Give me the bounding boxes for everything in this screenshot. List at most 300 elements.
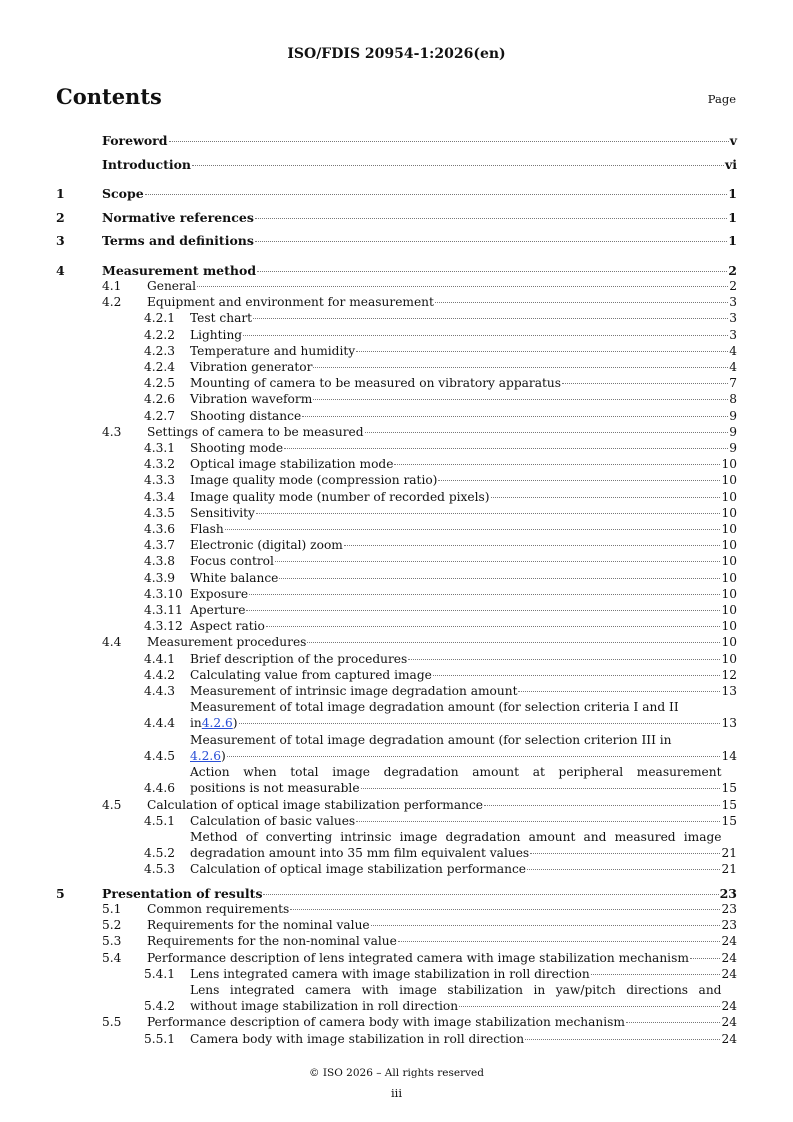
toc-entry-title[interactable]: [190, 489, 721, 505]
toc-entry-title[interactable]: [147, 634, 721, 650]
toc-entry-title-text: ): [221, 748, 226, 763]
toc-entry-number: 2: [56, 209, 65, 225]
toc-entry-title[interactable]: [190, 375, 729, 391]
toc-entry-page: 2: [728, 262, 737, 278]
toc-entry-number: 4.4.4: [144, 716, 176, 731]
toc-entry[interactable]: [56, 343, 737, 359]
toc-entry[interactable]: [56, 950, 737, 966]
toc-entry-title[interactable]: [190, 456, 721, 472]
dot-leader: [690, 958, 721, 959]
dot-leader: [459, 1006, 720, 1007]
toc-entry-number: 4.4.5: [144, 748, 176, 763]
toc-entry-title[interactable]: [102, 206, 728, 230]
footer-page-number: iii: [390, 1086, 403, 1100]
toc-entry[interactable]: [56, 521, 737, 537]
toc-entry[interactable]: [56, 586, 737, 602]
toc-entry-number: 4.3.4: [144, 489, 176, 504]
dot-leader: [197, 286, 728, 287]
toc-entry-page: 4: [729, 343, 737, 358]
dot-leader: [530, 853, 720, 854]
toc-entry-title[interactable]: [190, 570, 721, 586]
toc-entry[interactable]: [56, 229, 737, 253]
dot-leader: [626, 1022, 721, 1023]
toc-entry-title[interactable]: [190, 408, 729, 424]
toc-entry-title[interactable]: [190, 1031, 721, 1047]
toc-entry-page: 10: [721, 554, 737, 569]
toc-entry-page: 21: [721, 846, 737, 861]
toc-entry-title[interactable]: [147, 424, 729, 440]
toc-entry-title-text: Vibration waveform: [190, 392, 313, 407]
toc-entry-number: 4.4.6: [144, 781, 176, 796]
dot-leader: [313, 399, 728, 400]
toc-entry-title-line: [190, 780, 721, 796]
toc-entry-number: 5.2: [102, 918, 122, 933]
dot-leader: [239, 723, 721, 724]
toc-entry-number: 4.5.3: [144, 862, 176, 877]
toc-entry-title-text: Electronic (digital) zoom: [190, 538, 343, 553]
toc-entry-title-text: Introduction: [102, 156, 192, 172]
toc-entry-number: 1: [56, 186, 65, 201]
toc-entry-title[interactable]: [190, 699, 721, 731]
toc-entry-number: 5.5: [102, 1015, 122, 1030]
toc-entry-number: 4.3.2: [144, 457, 176, 472]
toc-entry-number: 5.5.1: [144, 1031, 176, 1046]
toc-entry-title-text: Terms and definitions: [102, 233, 254, 248]
toc-entry[interactable]: [56, 472, 737, 488]
toc-entry-number: 4.5: [102, 797, 122, 812]
toc-entry-number: 5.3: [102, 934, 122, 949]
toc-entry-number: 4.3.3: [144, 473, 176, 488]
toc-entry-title-text: ): [232, 716, 238, 731]
toc-entry[interactable]: [56, 278, 737, 294]
toc-entry[interactable]: [56, 602, 737, 618]
toc-entry-title[interactable]: [190, 764, 721, 796]
toc-entry-title[interactable]: [190, 327, 729, 343]
toc-entry-page: 10: [721, 619, 737, 634]
dot-leader: [227, 756, 721, 757]
toc-entry-title-text: Test chart: [190, 311, 253, 326]
toc-entry-number: 4.2.3: [144, 343, 176, 358]
toc-entry-number: 4.4.2: [144, 667, 176, 682]
toc-entry-title-text: Exposure: [190, 586, 249, 601]
toc-entry-title-text: Scope: [102, 186, 144, 201]
toc-entry-title[interactable]: [147, 917, 721, 933]
toc-entry-title-text: Shooting distance: [190, 408, 302, 423]
toc-entry-title-text: Performance description of camera body with image stabilization mechanism: [147, 1015, 625, 1030]
toc-entry-page: 4: [729, 360, 737, 375]
toc-entry-title-text: Calculation of optical image stabilization performance: [147, 797, 483, 812]
toc-entry-title[interactable]: [147, 294, 729, 310]
toc-entry-title-line: [190, 748, 721, 764]
toc-entry-page: 24: [721, 1031, 737, 1046]
toc-entry-number: 4.2.6: [144, 392, 176, 407]
toc-entry-page: 10: [721, 457, 737, 472]
toc-entry-number: 5.1: [102, 902, 122, 917]
toc-entry-title-text: Flash: [190, 522, 224, 537]
toc-entry[interactable]: [56, 391, 737, 407]
toc-entry-number: 4.4: [102, 635, 122, 650]
toc-entry-title-text: Performance description of lens integrated camera with image stabilization mechanism: [147, 950, 689, 965]
dot-leader: [255, 218, 727, 219]
toc-entry-title-line: [190, 845, 721, 861]
dot-leader: [356, 821, 720, 822]
toc-entry[interactable]: [56, 489, 737, 505]
toc-entry-title[interactable]: [190, 521, 721, 537]
toc-entry-number: 4.2.2: [144, 327, 176, 342]
dot-leader: [525, 1039, 720, 1040]
toc-entry-title-text: Measurement procedures: [147, 635, 307, 650]
toc-entry-title-line: Action when total image degradation amount at peripheral measurement: [190, 765, 722, 780]
toc-entry-page: 10: [721, 473, 737, 488]
toc-entry-number: 4.2.5: [144, 376, 176, 391]
toc-entry-title[interactable]: [190, 667, 721, 683]
toc-entry-title-text: General: [147, 279, 196, 293]
toc-entry[interactable]: [56, 634, 737, 650]
toc-entry[interactable]: [56, 456, 737, 472]
toc-entry[interactable]: [56, 732, 737, 764]
toc-entry-page: 15: [721, 797, 737, 812]
toc-entry-title-text: without image stabilization in roll direction: [190, 999, 459, 1014]
toc-entry-number: 4.3.8: [144, 554, 176, 569]
dot-leader: [408, 659, 720, 660]
toc-entry-title[interactable]: [190, 472, 721, 488]
toc-entry[interactable]: [56, 553, 737, 569]
toc-entry-page: 12: [721, 667, 737, 682]
toc-entry[interactable]: [56, 764, 737, 796]
toc-entry-page: 10: [721, 586, 737, 601]
dot-leader: [365, 432, 729, 433]
dot-leader: [394, 464, 720, 465]
toc-entry-page: 23: [719, 885, 737, 901]
toc-entry[interactable]: [56, 359, 737, 375]
toc-entry[interactable]: [56, 651, 737, 667]
toc-entry-title[interactable]: [102, 182, 728, 206]
dot-leader: [246, 610, 720, 611]
toc-entry-title[interactable]: [190, 683, 721, 699]
toc-entry-page: 24: [721, 950, 737, 965]
toc-entry-title-text: Brief description of the procedures: [190, 651, 408, 666]
toc-entry-page: 23: [721, 902, 737, 917]
toc-entry-page: 9: [729, 408, 737, 423]
toc-entry-number: 4.5.1: [144, 813, 176, 828]
dot-leader: [591, 974, 721, 975]
toc-entry-title[interactable]: [190, 586, 721, 602]
toc-entry-title[interactable]: [102, 153, 725, 177]
toc-entry-number: 5.4.2: [144, 999, 176, 1014]
toc-entry-title[interactable]: [147, 797, 721, 813]
toc-entry-title-text: Equipment and environment for measurement: [147, 295, 434, 310]
toc-entry-title[interactable]: [190, 602, 721, 618]
toc-entry-title-text: Presentation of results: [102, 885, 263, 901]
dot-leader: [527, 869, 720, 870]
toc-entry-title[interactable]: [190, 651, 721, 667]
dot-leader: [169, 141, 729, 142]
toc-entry[interactable]: [56, 424, 737, 440]
clause-link[interactable]: 4.2.6: [201, 716, 233, 731]
dot-leader: [438, 480, 720, 481]
toc-entry-title-text: Calculation of optical image stabilization performance: [190, 862, 526, 877]
dot-leader: [284, 448, 728, 449]
toc-entry-title[interactable]: [147, 278, 729, 294]
dot-leader: [313, 367, 728, 368]
toc-entry[interactable]: [56, 310, 737, 326]
toc-entry-number: 4.3.6: [144, 522, 176, 537]
toc-entry-title[interactable]: [102, 129, 730, 153]
toc-entry[interactable]: [56, 537, 737, 553]
toc-entry-title-text: Sensitivity: [190, 505, 255, 520]
dot-leader: [344, 545, 721, 546]
toc-entry-page: v: [729, 133, 737, 148]
toc-entry-number: 4.1: [102, 279, 122, 293]
clause-link[interactable]: 4.2.6: [190, 748, 222, 763]
toc-entry-page: 10: [721, 603, 737, 618]
toc-entry-title-text: Image quality mode (number of recorded pixels): [190, 489, 490, 504]
toc-entry-page: 9: [729, 441, 737, 456]
toc-entry[interactable]: [56, 917, 737, 933]
toc-entry-title-line: Lens integrated camera with image stabilization in yaw/pitch directions and: [190, 983, 722, 998]
toc-entry[interactable]: [56, 829, 737, 861]
toc-entry-number: 4.3.10: [144, 586, 183, 601]
toc-entry-title-text: Requirements for the nominal value: [147, 918, 370, 933]
dot-leader: [266, 626, 721, 627]
toc-entry[interactable]: [56, 182, 737, 206]
toc-entry[interactable]: [56, 129, 737, 153]
dot-leader: [361, 788, 721, 789]
toc-entry-title[interactable]: [190, 813, 721, 829]
toc-entry-title-text: Temperature and humidity: [190, 343, 356, 358]
toc-entry-title[interactable]: [147, 1014, 721, 1030]
toc-entry-title[interactable]: [190, 391, 729, 407]
toc-entry-title-text: degradation amount into 35 mm film equivalent values: [190, 846, 530, 861]
dot-leader: [356, 351, 728, 352]
toc-entry[interactable]: [56, 153, 737, 177]
toc-entry-page: 24: [721, 934, 737, 949]
dot-leader: [145, 194, 728, 195]
dot-leader: [263, 894, 718, 895]
toc-entry-page: 15: [721, 781, 737, 796]
toc-entry-page: 1: [728, 209, 737, 225]
dot-leader: [302, 416, 728, 417]
toc-entry-number: 4.3: [102, 424, 122, 439]
toc-entry[interactable]: [56, 797, 737, 813]
toc-entry-title-text: Lighting: [190, 327, 243, 342]
dot-leader: [253, 318, 728, 319]
toc-entry-title[interactable]: [190, 505, 721, 521]
toc-entry-title-text: Mounting of camera to be measured on vibratory apparatus: [190, 376, 562, 391]
toc-entry-number: 4: [56, 262, 65, 278]
toc-entry-number: 4.3.9: [144, 570, 176, 585]
toc-entry-page: 10: [721, 570, 737, 585]
toc-entry-page: 1: [728, 233, 737, 248]
page-title: Contents: [56, 84, 162, 109]
toc-entry-title-text: Lens integrated camera with image stabilization in roll direction: [190, 966, 590, 981]
toc-entry[interactable]: [56, 327, 737, 343]
toc-entry-number: 5.4.1: [144, 966, 176, 981]
toc-entry[interactable]: [56, 440, 737, 456]
toc-entry[interactable]: [56, 933, 737, 949]
toc-entry-title-text: Vibration generator: [190, 360, 313, 375]
toc-entry-title-text: Measurement method: [102, 262, 257, 278]
toc-entry-number: 4.2.7: [144, 408, 176, 423]
toc-entry-number: 4.2.1: [144, 311, 176, 326]
dot-leader: [257, 271, 727, 272]
dot-leader: [398, 941, 721, 942]
toc-entry-title-text: Shooting mode: [190, 441, 284, 456]
toc-entry-title-text: Aperture: [190, 603, 246, 618]
toc-entry-page: 1: [728, 186, 737, 201]
toc-entry-title-text: Optical image stabilization mode: [190, 457, 394, 472]
dot-leader: [562, 383, 728, 384]
dot-leader: [256, 513, 721, 514]
toc-entry[interactable]: [56, 966, 737, 982]
toc-entry-title-line: [190, 715, 721, 731]
dot-leader: [192, 165, 724, 166]
toc-entry[interactable]: [56, 813, 737, 829]
toc-entry-number: 4.3.1: [144, 441, 176, 456]
dot-leader: [518, 691, 720, 692]
toc-entry-title[interactable]: [190, 982, 721, 1014]
toc-entry-number: 5.4: [102, 950, 122, 965]
toc-entry-number: 4.2.4: [144, 360, 176, 375]
toc-entry-title[interactable]: [190, 359, 729, 375]
toc-entry-title-text: Common requirements: [147, 902, 290, 917]
toc-entry-title[interactable]: [147, 901, 721, 917]
page-column-label: Page: [707, 92, 736, 106]
toc-entry[interactable]: [56, 375, 737, 391]
toc-entry-number: 4.4.3: [144, 684, 176, 699]
toc-entry-number: 4.3.11: [144, 603, 183, 618]
toc-entry-title-text: Aspect ratio: [190, 619, 265, 634]
toc-entry-number: 4.5.2: [144, 846, 176, 861]
toc-entry-title[interactable]: [190, 966, 721, 982]
toc-entry-page: 10: [721, 505, 737, 520]
toc-entry[interactable]: [56, 206, 737, 230]
toc-entry-page: 3: [729, 327, 737, 342]
toc-entry[interactable]: [56, 294, 737, 310]
toc-entry-page: 23: [721, 918, 737, 933]
toc-entry-title-line: [190, 998, 721, 1014]
toc-entry-title-text: positions is not measurable: [190, 781, 360, 796]
toc-entry[interactable]: [56, 901, 737, 917]
dot-leader: [307, 642, 720, 643]
toc-entry-page: 10: [721, 522, 737, 537]
toc-entry-title-line: Measurement of total image degradation amount (for selection criteria I and II: [190, 700, 679, 715]
toc-entry-title-text: Settings of camera to be measured: [147, 424, 364, 439]
toc-entry-page: 21: [721, 862, 737, 877]
toc-entry-page: 14: [721, 748, 737, 763]
toc-entry-number: 5: [56, 885, 65, 901]
toc-entry[interactable]: [56, 861, 737, 877]
toc-entry-page: 7: [729, 376, 737, 391]
dot-leader: [275, 561, 721, 562]
toc-entry-page: vi: [724, 156, 737, 172]
copyright-footer: © ISO 2026 – All rights reserved: [309, 1067, 484, 1079]
toc-entry-number: 4.3.5: [144, 505, 176, 520]
toc-entry-title-text: in: [190, 716, 202, 731]
toc-entry[interactable]: [56, 618, 737, 634]
dot-leader: [249, 594, 720, 595]
dot-leader: [243, 335, 728, 336]
toc-entry-page: 10: [721, 538, 737, 553]
toc-entry-title[interactable]: [190, 732, 721, 764]
toc-entry-number: 4.3.12: [144, 619, 183, 634]
toc-entry-page: 2: [729, 279, 737, 293]
toc-entry-title-text: Focus control: [190, 554, 274, 569]
toc-entry-number: 3: [56, 233, 65, 248]
dot-leader: [491, 497, 721, 498]
toc-entry-title-text: Calculating value from captured image: [190, 667, 432, 682]
toc-entry-number: 4.3.7: [144, 538, 176, 553]
dot-leader: [484, 805, 720, 806]
document-header: ISO/FDIS 20954-1:2026(en): [287, 46, 506, 62]
toc-entry[interactable]: [56, 699, 737, 731]
toc-entry-title[interactable]: [147, 933, 721, 949]
toc-entry-title-line: Measurement of total image degradation amount (for selection criterion III in: [190, 732, 672, 747]
toc-entry-page: 10: [721, 635, 737, 650]
dot-leader: [255, 241, 727, 242]
toc-entry-number: 4.2: [102, 295, 122, 310]
toc-entry-page: 13: [721, 684, 737, 699]
toc-entry-title-text: Foreword: [102, 133, 168, 148]
toc-entry-page: 13: [721, 716, 737, 731]
toc-entry-title-text: Normative references: [102, 209, 254, 225]
toc-entry-title[interactable]: [190, 829, 721, 861]
toc-entry-title[interactable]: [147, 950, 721, 966]
toc-entry-page: 10: [721, 651, 737, 666]
toc-entry-page: 10: [721, 489, 737, 504]
toc-entry[interactable]: [56, 408, 737, 424]
table-of-contents: [56, 129, 737, 1047]
toc-entry-page: 15: [721, 813, 737, 828]
toc-entry-title[interactable]: [102, 229, 728, 253]
dot-leader: [290, 909, 720, 910]
toc-entry[interactable]: [56, 667, 737, 683]
toc-entry-title[interactable]: [190, 310, 729, 326]
toc-entry-page: 24: [721, 966, 737, 981]
toc-entry[interactable]: [56, 1014, 737, 1030]
toc-entry[interactable]: [56, 683, 737, 699]
dot-leader: [371, 925, 721, 926]
toc-entry-page: 8: [729, 392, 737, 407]
toc-entry-title[interactable]: [190, 440, 729, 456]
dot-leader: [225, 529, 721, 530]
toc-entry-page: 24: [721, 1015, 737, 1030]
toc-entry-page: 3: [729, 311, 737, 326]
toc-entry-page: 24: [721, 999, 737, 1014]
toc-entry-title-text: White balance: [190, 570, 279, 585]
toc-entry[interactable]: [56, 1031, 737, 1047]
toc-entry-title[interactable]: [190, 343, 729, 359]
toc-entry-title[interactable]: [190, 861, 721, 877]
toc-entry-number: 4.4.1: [144, 651, 176, 666]
toc-entry[interactable]: [56, 570, 737, 586]
toc-entry-title[interactable]: [190, 553, 721, 569]
toc-entry-title-text: Measurement of intrinsic image degradation amount: [190, 684, 518, 699]
toc-entry-title-text: Image quality mode (compression ratio): [190, 473, 438, 488]
toc-entry-title[interactable]: [190, 537, 721, 553]
toc-entry[interactable]: [56, 505, 737, 521]
toc-entry-page: 9: [729, 424, 737, 439]
toc-entry-title[interactable]: [190, 618, 721, 634]
dot-leader: [279, 578, 720, 579]
toc-entry-page: 3: [729, 295, 737, 310]
dot-leader: [433, 675, 721, 676]
toc-entry-title-text: Camera body with image stabilization in roll direction: [190, 1031, 525, 1046]
toc-entry-title-text: Requirements for the non-nominal value: [147, 934, 397, 949]
dot-leader: [435, 302, 728, 303]
toc-entry[interactable]: [56, 982, 737, 1014]
toc-entry-title-line: Method of converting intrinsic image degradation amount and measured image: [190, 829, 722, 844]
